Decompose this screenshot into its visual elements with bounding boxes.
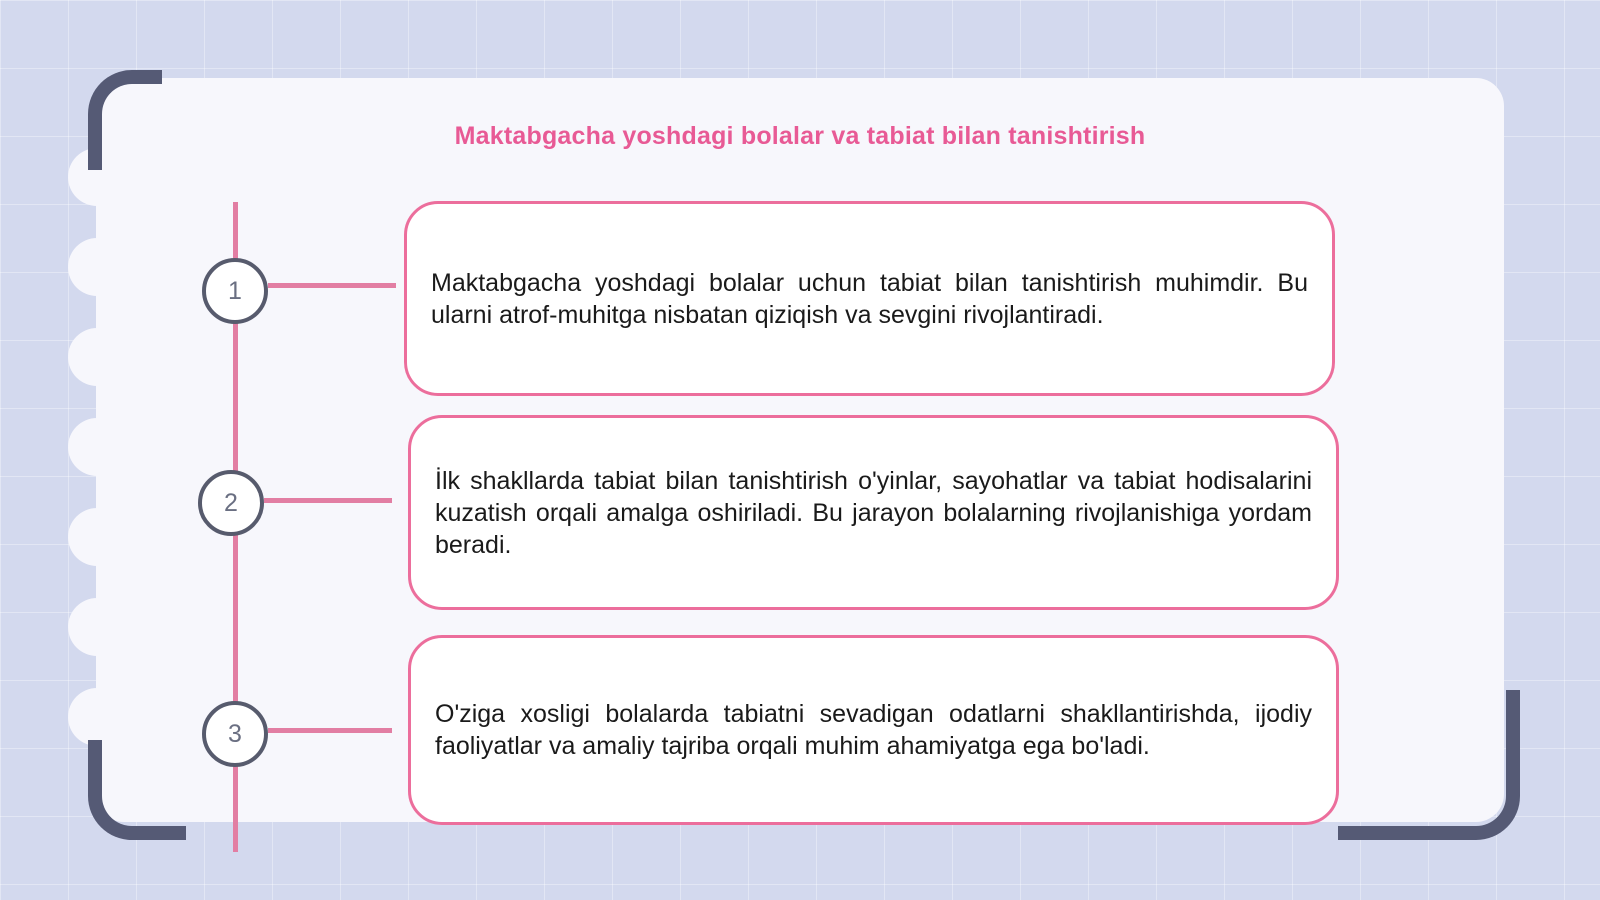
- step-card-text: O'ziga xosligi bolalarda tabiatni sevadigan odatlarni shakllantirishda, ijodiy faoliyatlar va amaliy tajriba orqali muhim ahamiyatga ega bo'ladi.: [435, 700, 1312, 760]
- frame-corner-bottom-left: [88, 740, 186, 840]
- timeline-connector: [268, 283, 396, 288]
- step-card-text: İlk shakllarda tabiat bilan tanishtirish o'yinlar, sayohatlar va tabiat hodisalarini kuzatish orqali amalga oshiriladi. Bu jarayon bolalarning rivojlanishiga yordam beradi.: [435, 466, 1312, 559]
- step-number-badge: 2: [198, 470, 264, 536]
- step-number-badge: 1: [202, 258, 268, 324]
- step-card: [408, 635, 1339, 825]
- step-card: [404, 201, 1335, 396]
- timeline-connector: [268, 728, 392, 733]
- step-number-badge: 3: [202, 701, 268, 767]
- step-card: [408, 415, 1339, 610]
- paper-scallop: [68, 598, 126, 656]
- paper-scallop: [68, 688, 126, 746]
- timeline-connector: [264, 498, 392, 503]
- frame-corner-top-left: [88, 70, 162, 170]
- frame-corner-bottom-right: [1338, 690, 1520, 840]
- paper-scallop: [68, 328, 126, 386]
- paper-scallop: [68, 418, 126, 476]
- paper-scallop: [68, 508, 126, 566]
- paper-scallop: [68, 238, 126, 296]
- slide-title: Maktabgacha yoshdagi bolalar va tabiat bilan tanishtirish: [454, 122, 1146, 150]
- step-card-text: Maktabgacha yoshdagi bolalar uchun tabiat bilan tanishtirish muhimdir. Bu ularni atrof-muhitga nisbatan qiziqish va sevgini rivojlantiradi.: [431, 268, 1308, 329]
